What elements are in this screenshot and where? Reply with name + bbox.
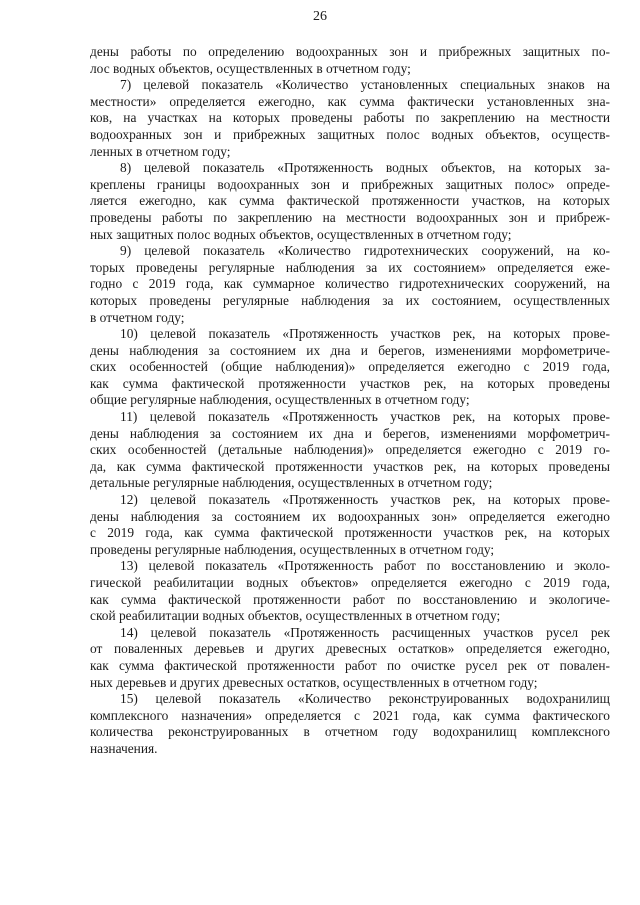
text-line: ков, на участках на которых проведены работы по закреплению на местности (90, 110, 610, 126)
text-line: назначения. (90, 740, 158, 756)
text-line: ных деревьев и других древесных остатков, осуществленных в отчетном году; (90, 674, 538, 690)
text-line: местности» определяется ежегодно, как сумма фактически установленных зна- (90, 93, 610, 109)
text-line: лос водных объектов, осуществленных в отчетном году; (90, 60, 411, 76)
text-line: да, как сумма фактической протяженности участков рек, на которых проведены (90, 458, 610, 474)
text-line: ских особенностей (общие наблюдения)» определяется ежегодно с 2019 года, (90, 359, 610, 375)
text-line: 14) целевой показатель «Протяженность расчищенных участков русел рек (120, 624, 610, 640)
text-line: 11) целевой показатель «Протяженность участков рек, на которых прове- (120, 409, 610, 425)
text-line: ской реабилитации водных объектов, осуществленных в отчетном году; (90, 608, 501, 624)
text-line: 15) целевой показатель «Количество реконструированных водохранилищ (120, 691, 610, 707)
text-line: дены наблюдения за состоянием их водоохранных зон» определяется ежегодно (90, 508, 610, 524)
text-line: как сумма фактической протяженности работ по восстановлению и экологиче- (90, 591, 610, 607)
text-line: 12) целевой показатель «Протяженность участков рек, на которых прове- (120, 492, 610, 508)
text-line: 9) целевой показатель «Количество гидротехнических сооружений, на ко- (120, 243, 610, 259)
text-line: как сумма фактической протяженности участков рек, на которых проведены (90, 375, 610, 391)
text-line: дены наблюдения за состоянием их дна и берегов, изменениями морфометриче- (90, 342, 610, 358)
text-line: проведены работы по закреплению на местности водоохранных зон и прибреж- (90, 209, 610, 225)
text-line: общие регулярные наблюдения, осуществленных в отчетном году; (90, 392, 470, 408)
text-line: 10) целевой показатель «Протяженность участков рек, на которых прове- (120, 326, 610, 342)
text-line: с 2019 года, как сумма фактической протяженности участков рек, на которых (90, 525, 610, 541)
text-line: годно с 2019 года, как суммарное количество гидротехнических сооружений, на (90, 276, 610, 292)
text-line: ляется ежегодно, как сумма фактической протяженности участков, на которых (90, 193, 610, 209)
text-line: 7) целевой показатель «Количество установленных специальных знаков на (120, 77, 610, 93)
text-line: гической реабилитации водных объектов» определяется ежегодно с 2019 года, (90, 575, 610, 590)
text-line: креплены границы водоохранных зон и прибрежных защитных полос» опреде- (90, 176, 610, 192)
text-line: ных защитных полос водных объектов, осуществленных в отчетном году; (90, 226, 512, 242)
text-line: ленных в отчетном году; (90, 143, 231, 159)
text-line: торых проведены регулярные наблюдения за их состоянием» определяется еже- (90, 259, 610, 275)
text-line: проведены регулярные наблюдения, осуществленных в отчетном году; (90, 541, 495, 557)
text-line: количества реконструированных в отчетном году водохранилищ комплексного (90, 724, 610, 740)
body-text (90, 44, 610, 758)
text-line: дены наблюдения за состоянием их дна и берегов, изменениями морфометрич- (90, 425, 610, 441)
text-line: которых проведены регулярные наблюдения за их состоянием, осуществленных (90, 292, 610, 308)
page-number: 26 (313, 9, 327, 24)
text-line: 8) целевой показатель «Протяженность водных объектов, на которых за- (120, 160, 610, 176)
text-line: ских особенностей (детальные наблюдения)» определяется ежегодно с 2019 го- (90, 442, 610, 458)
text-line: 13) целевой показатель «Протяженность работ по восстановлению и эколо- (120, 558, 610, 574)
text-line: водоохранных зон и прибрежных защитных полос водных объектов, осуществ- (90, 126, 610, 142)
text-line: как сумма фактической протяженности работ по очистке русел рек от повален- (90, 657, 610, 673)
text-line: дены работы по определению водоохранных зон и прибрежных защитных по- (90, 44, 610, 59)
text-line: детальные регулярные наблюдения, осуществленных в отчетном году; (90, 475, 493, 491)
text-line: от поваленных деревьев и других древесных остатков» определяется ежегодно, (90, 641, 610, 657)
text-line: в отчетном году; (90, 309, 185, 325)
text-line: комплексного назначения» определяется с 2021 года, как сумма фактического (90, 707, 610, 723)
